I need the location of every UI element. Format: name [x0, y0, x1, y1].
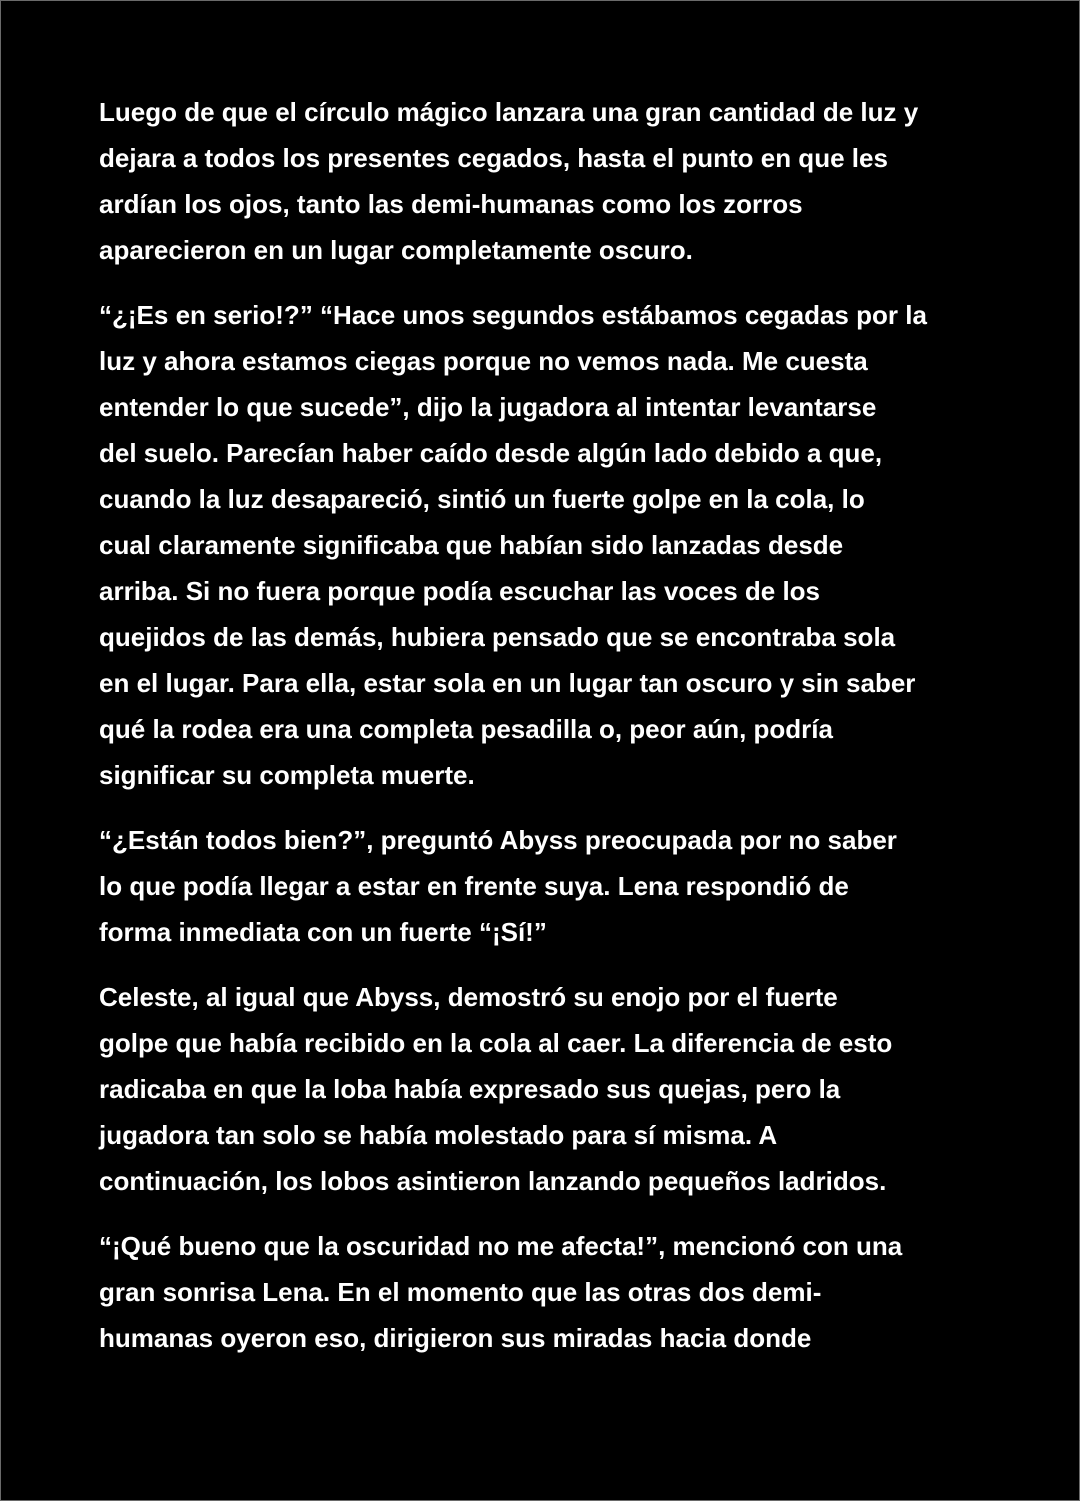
text-line: “¿¡Es en serio!?” “Hace unos segundos estábamos cegadas por la	[99, 300, 927, 330]
text-line: golpe que había recibido en la cola al caer. La diferencia de esto	[99, 1028, 893, 1058]
text-line: entender lo que sucede”, dijo la jugadora al intentar levantarse	[99, 392, 877, 422]
text-line: radicaba en que la loba había expresado sus quejas, pero la	[99, 1074, 841, 1104]
text-line: forma inmediata con un fuerte “¡Sí!”	[99, 917, 547, 947]
paragraph-4	[99, 974, 994, 1204]
text-line: ardían los ojos, tanto las demi-humanas como los zorros	[99, 189, 803, 219]
text-line: luz y ahora estamos ciegas porque no vemos nada. Me cuesta	[99, 346, 868, 376]
text-line: en el lugar. Para ella, estar sola en un lugar tan oscuro y sin saber	[99, 668, 916, 698]
text-line: del suelo. Parecían haber caído desde algún lado debido a que,	[99, 438, 883, 468]
paragraph-2	[99, 292, 994, 798]
text-line: arriba. Si no fuera porque podía escuchar las voces de los	[99, 576, 821, 606]
text-line: continuación, los lobos asintieron lanzando pequeños ladridos.	[99, 1166, 887, 1196]
text-line: significar su completa muerte.	[99, 760, 475, 790]
text-line: cual claramente significaba que habían sido lanzadas desde	[99, 530, 844, 560]
text-line: Celeste, al igual que Abyss, demostró su enojo por el fuerte	[99, 982, 838, 1012]
text-line: dejara a todos los presentes cegados, hasta el punto en que les	[99, 143, 888, 173]
text-line: “¿Están todos bien?”, preguntó Abyss preocupada por no saber	[99, 825, 897, 855]
paragraph-1	[99, 89, 994, 273]
text-line: quejidos de las demás, hubiera pensado que se encontraba sola	[99, 622, 896, 652]
text-line: qué la rodea era una completa pesadilla o, peor aún, podría	[99, 714, 833, 744]
story-text	[99, 89, 994, 1380]
paragraph-3	[99, 817, 994, 955]
text-line: lo que podía llegar a estar en frente suya. Lena respondió de	[99, 871, 849, 901]
text-line: humanas oyeron eso, dirigieron sus miradas hacia donde	[99, 1323, 812, 1353]
text-line: “¡Qué bueno que la oscuridad no me afecta!”, mencionó con una	[99, 1231, 903, 1261]
text-line: cuando la luz desapareció, sintió un fuerte golpe en la cola, lo	[99, 484, 865, 514]
text-line: Luego de que el círculo mágico lanzara una gran cantidad de luz y	[99, 97, 919, 127]
text-line: gran sonrisa Lena. En el momento que las otras dos demi-	[99, 1277, 822, 1307]
text-line: jugadora tan solo se había molestado para sí misma. A	[99, 1120, 778, 1150]
text-line: aparecieron en un lugar completamente oscuro.	[99, 235, 693, 265]
paragraph-5	[99, 1223, 994, 1361]
